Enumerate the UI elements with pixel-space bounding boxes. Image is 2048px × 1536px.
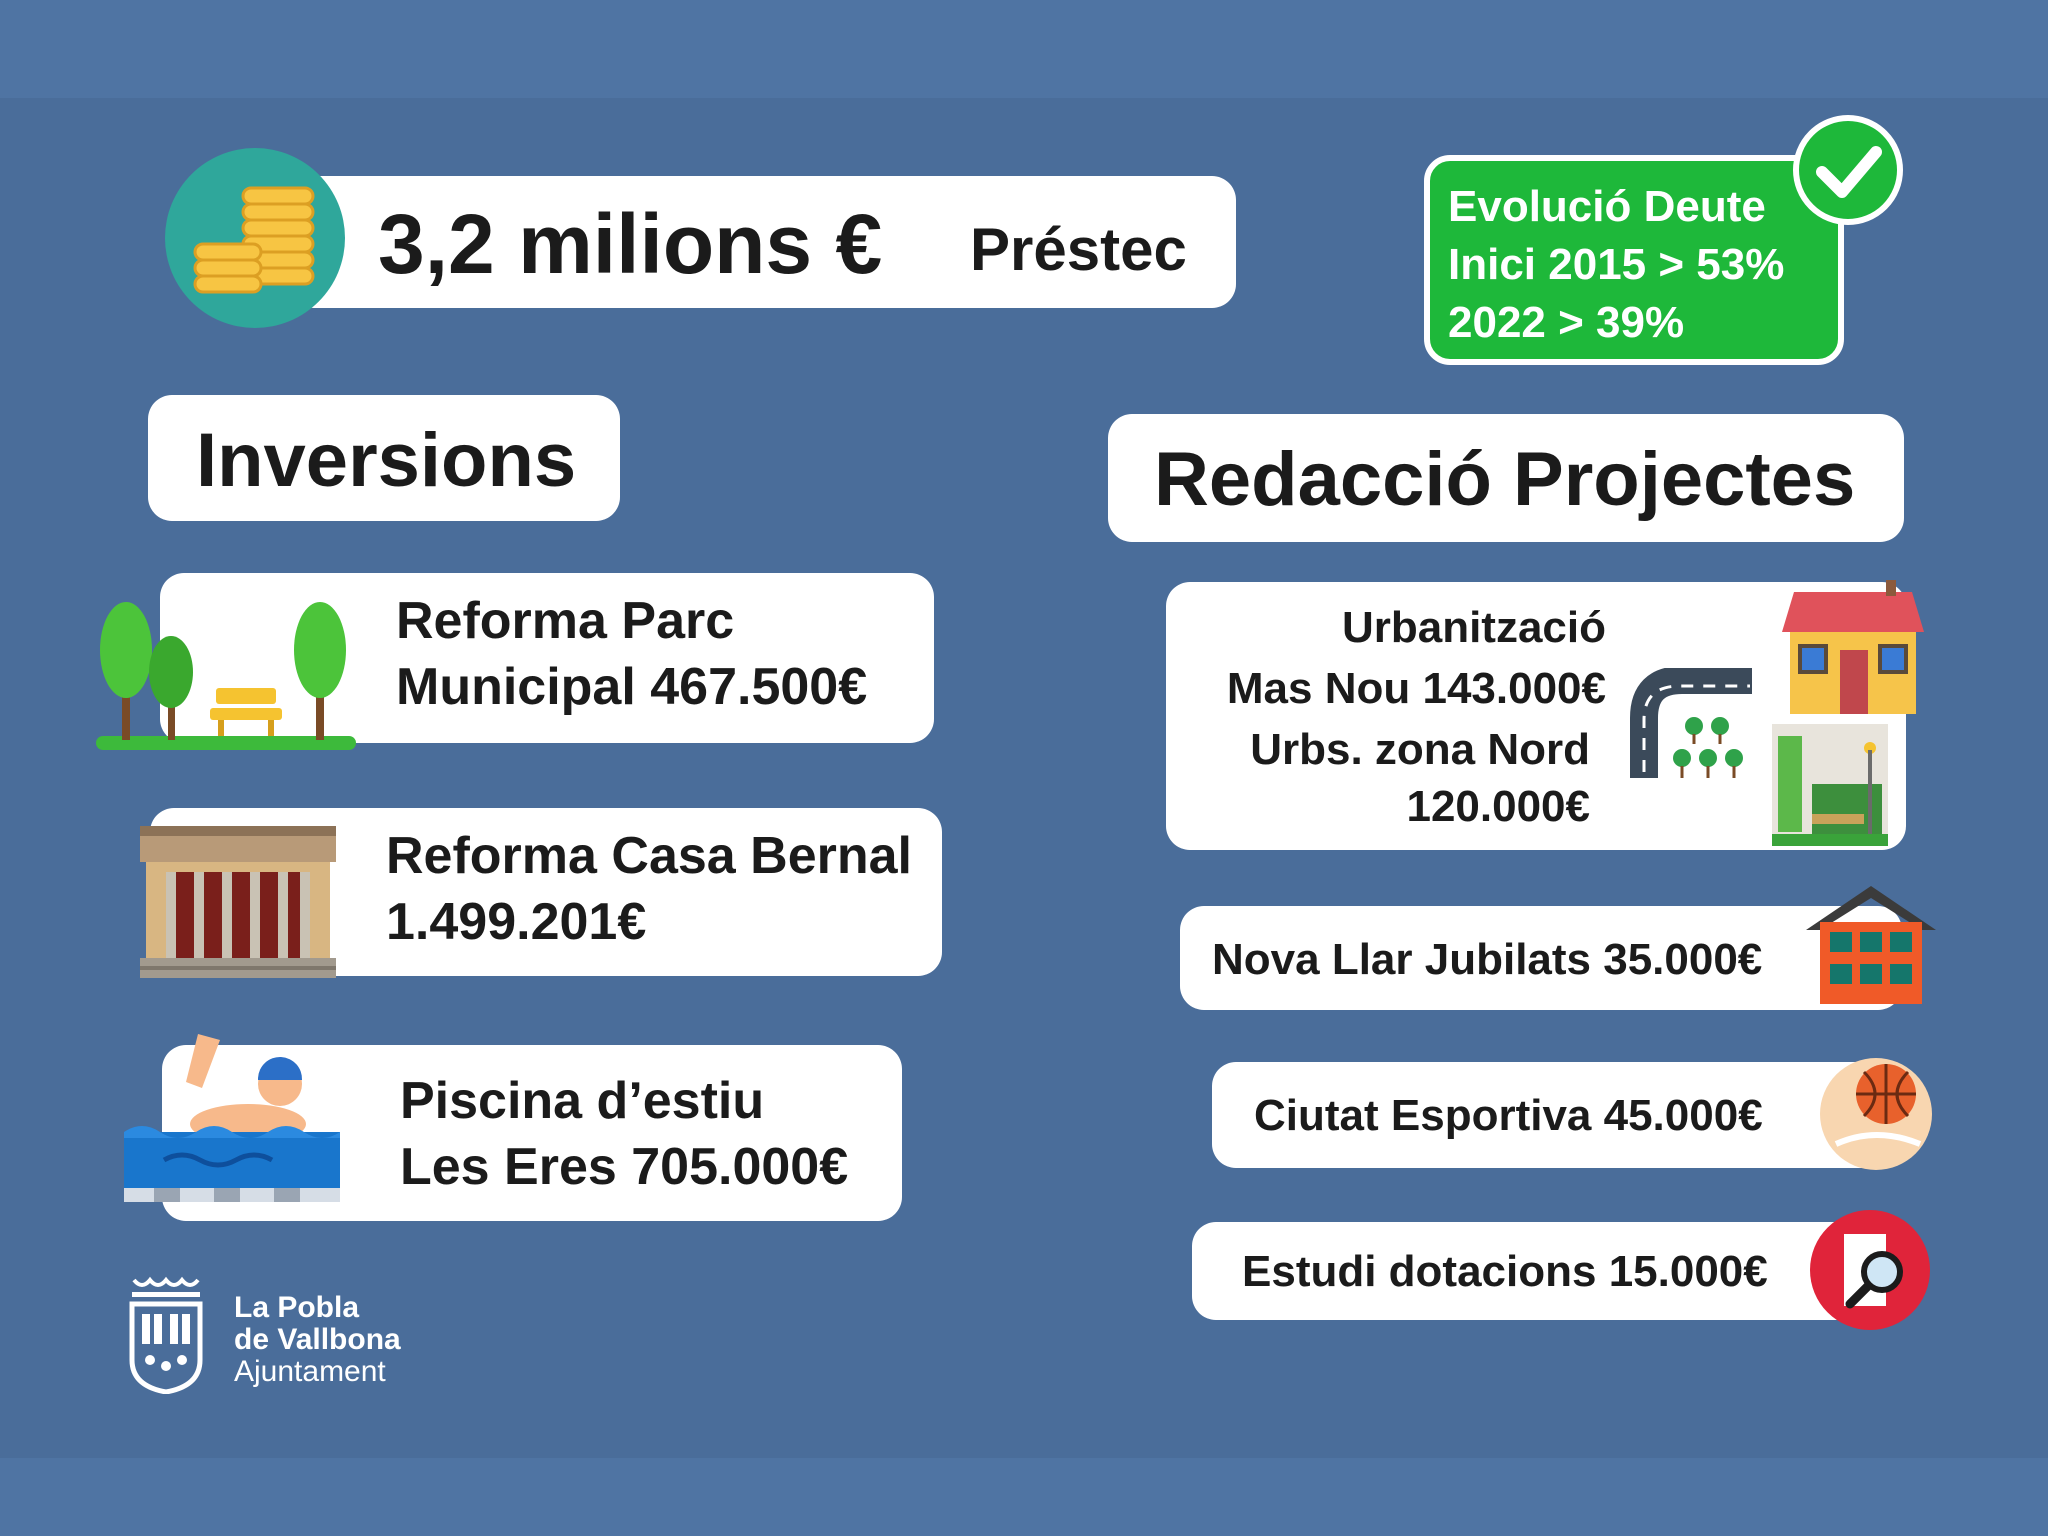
parc-line-2: Municipal 467.500€ — [396, 658, 868, 716]
park-scene-icon — [1772, 724, 1888, 846]
crest-icon — [128, 1276, 204, 1394]
estudi-dotacions-label: Estudi dotacions 15.000€ — [1242, 1247, 1768, 1296]
parc-line-1: Reforma Parc — [396, 592, 735, 650]
inversions-heading — [148, 395, 620, 521]
loan-amount: 3,2 milions € — [378, 197, 883, 291]
loan-banner — [290, 176, 1236, 308]
debt-line-2: Inici 2015 > 53% — [1448, 240, 1785, 289]
basketball-icon — [1820, 1058, 1932, 1170]
checkmark-icon — [1792, 114, 1904, 226]
project-card-estudi-dotacions — [1192, 1222, 1904, 1320]
urb-line-4: 120.000€ — [1406, 782, 1590, 831]
loan-label: Préstec — [970, 216, 1187, 283]
building-icon — [140, 826, 336, 978]
logo-line-2: de Vallbona — [234, 1323, 401, 1356]
urb-text-block — [1227, 600, 1606, 716]
house-icon — [1782, 578, 1924, 716]
debt-line-1: Evolució Deute — [1448, 182, 1766, 231]
piscina-line-1: Piscina d’estiu — [400, 1072, 765, 1130]
llar-jubilats-label: Nova Llar Jubilats 35.000€ — [1212, 935, 1763, 984]
piscina-line-2: Les Eres 705.000€ — [400, 1138, 849, 1196]
bottom-band — [0, 1458, 2048, 1536]
bernal-line-2: 1.499.201€ — [386, 893, 647, 951]
urb-line-3: Urbs. zona Nord — [1250, 725, 1590, 774]
top-band — [0, 0, 2048, 98]
debt-line-3: 2022 > 39% — [1448, 298, 1685, 347]
urb-line-1: Urbanització — [1341, 603, 1606, 652]
road-trees-icon — [1624, 668, 1754, 798]
ciutat-esportiva-label: Ciutat Esportiva 45.000€ — [1254, 1091, 1763, 1140]
project-card-llar-jubilats — [1180, 906, 1902, 1010]
logo-line-1: La Pobla — [234, 1291, 360, 1324]
inversions-title: Inversions — [196, 418, 577, 503]
debt-evolution-box — [1424, 155, 1844, 365]
projectes-title: Redacció Projectes — [1154, 437, 1856, 522]
urb-line-2: Mas Nou 143.000€ — [1226, 664, 1606, 713]
residence-icon — [1806, 886, 1936, 1004]
document-search-icon — [1810, 1210, 1930, 1330]
logo-line-3: Ajuntament — [234, 1355, 386, 1388]
projectes-heading — [1108, 414, 1904, 542]
park-icon — [96, 600, 356, 754]
coins-icon — [165, 148, 345, 328]
urb-text-block-2 — [1250, 722, 1590, 834]
municipality-logo-text — [234, 1292, 401, 1388]
bernal-line-1: Reforma Casa Bernal — [386, 827, 912, 885]
project-card-ciutat-esportiva — [1212, 1062, 1902, 1168]
swimmer-icon — [124, 1028, 340, 1202]
